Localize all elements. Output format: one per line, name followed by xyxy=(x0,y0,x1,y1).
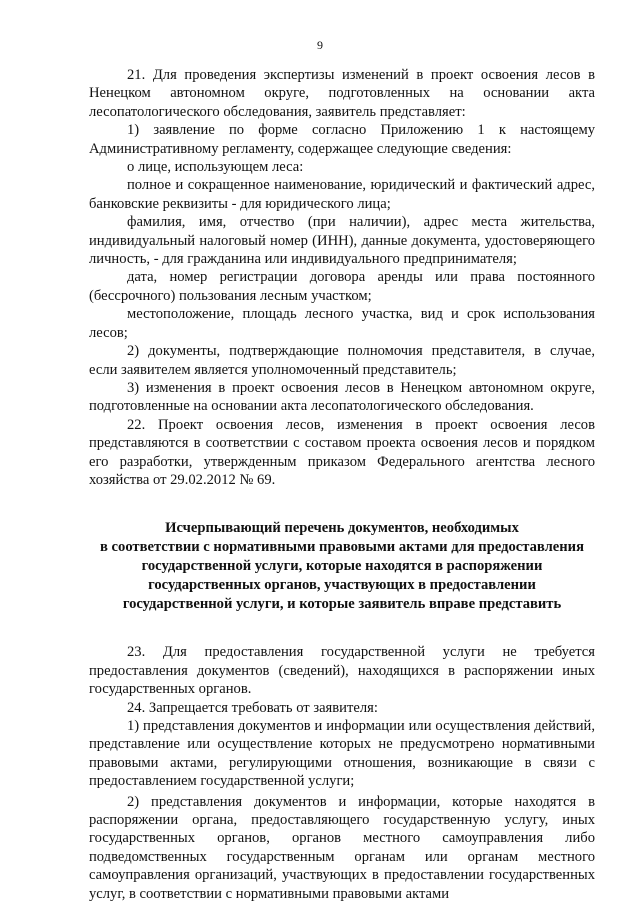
paragraph: 1) представления документов и информации или осуществления действий, представление или осуществление которых не предусмотрено нормативными правовыми актами, регулирующими отношения, возникающие в связи с предоставлением государственной услуги; xyxy=(89,717,595,790)
paragraph: 21. Для проведения экспертизы изменений в проект освоения лесов в Ненецком автономном округе, подготовленных на основании акта лесопатологического обследования, заявитель представляет: xyxy=(89,67,595,120)
page-content xyxy=(89,66,595,903)
paragraph: дата, номер регистрации договора аренды или права постоянного (бессрочного) пользования лесным участком; xyxy=(89,269,595,304)
paragraph: 2) представления документов и информации, которые находятся в распоряжении органа, предоставляющего государственную услугу, иных государственных органов, органов местного самоуправления либо подведомственных государственным органам или органам местного самоуправления организаций, участвующих в предоставлении государственных услуг, в соответствии с нормативными правовыми актами xyxy=(89,793,595,902)
heading-line: Исчерпывающий перечень документов, необходимых xyxy=(165,520,519,537)
section-heading xyxy=(89,519,595,613)
paragraph: местоположение, площадь лесного участка, вид и срок использования лесов; xyxy=(89,306,595,341)
paragraph: 24. Запрещается требовать от заявителя: xyxy=(127,699,378,716)
paragraph: фамилия, имя, отчество (при наличии), адрес места жительства, индивидуальный налоговый номер (ИНН), данные документа, удостоверяющего личность, - для гражданина или индивидуального предпринимателя; xyxy=(89,214,595,268)
paragraph: 23. Для предоставления государственной услуги не требуется предоставления документов (сведений), находящихся в распоряжении иных государственных органов. xyxy=(89,644,595,698)
paragraph: о лице, использующем леса: xyxy=(127,159,304,176)
paragraph: 2) документы, подтверждающие полномочия представителя, в случае, если заявителем является уполномоченный представитель; xyxy=(89,343,595,378)
page-number: 9 xyxy=(317,38,323,52)
paragraph: полное и сокращенное наименование, юридический и фактический адрес, банковские реквизиты - для юридического лица; xyxy=(89,177,595,212)
paragraph: 1) заявление по форме согласно Приложению 1 к настоящему Административному регламенту, содержащее следующие сведения: xyxy=(89,122,595,157)
paragraph: 22. Проект освоения лесов, изменения в проект освоения лесов представляются в соответствии с составом проекта освоения лесов и порядком его разработки, утвержденным приказом Федерального агентства лесного хозяйства от 29.02.2012 № 69. xyxy=(89,416,595,488)
heading-line: государственной услуги, и которые заявитель вправе представить xyxy=(122,595,562,612)
paragraph: 3) изменения в проект освоения лесов в Ненецком автономном округе, подготовленные на основании акта лесопатологического обследования. xyxy=(89,379,595,415)
heading-line: в соответствии с нормативными правовыми актами для предоставления xyxy=(100,539,584,556)
heading-line: государственных органов, участвующих в предоставлении xyxy=(148,576,536,593)
heading-line: государственной услуги, которые находятся в распоряжении xyxy=(141,557,543,574)
